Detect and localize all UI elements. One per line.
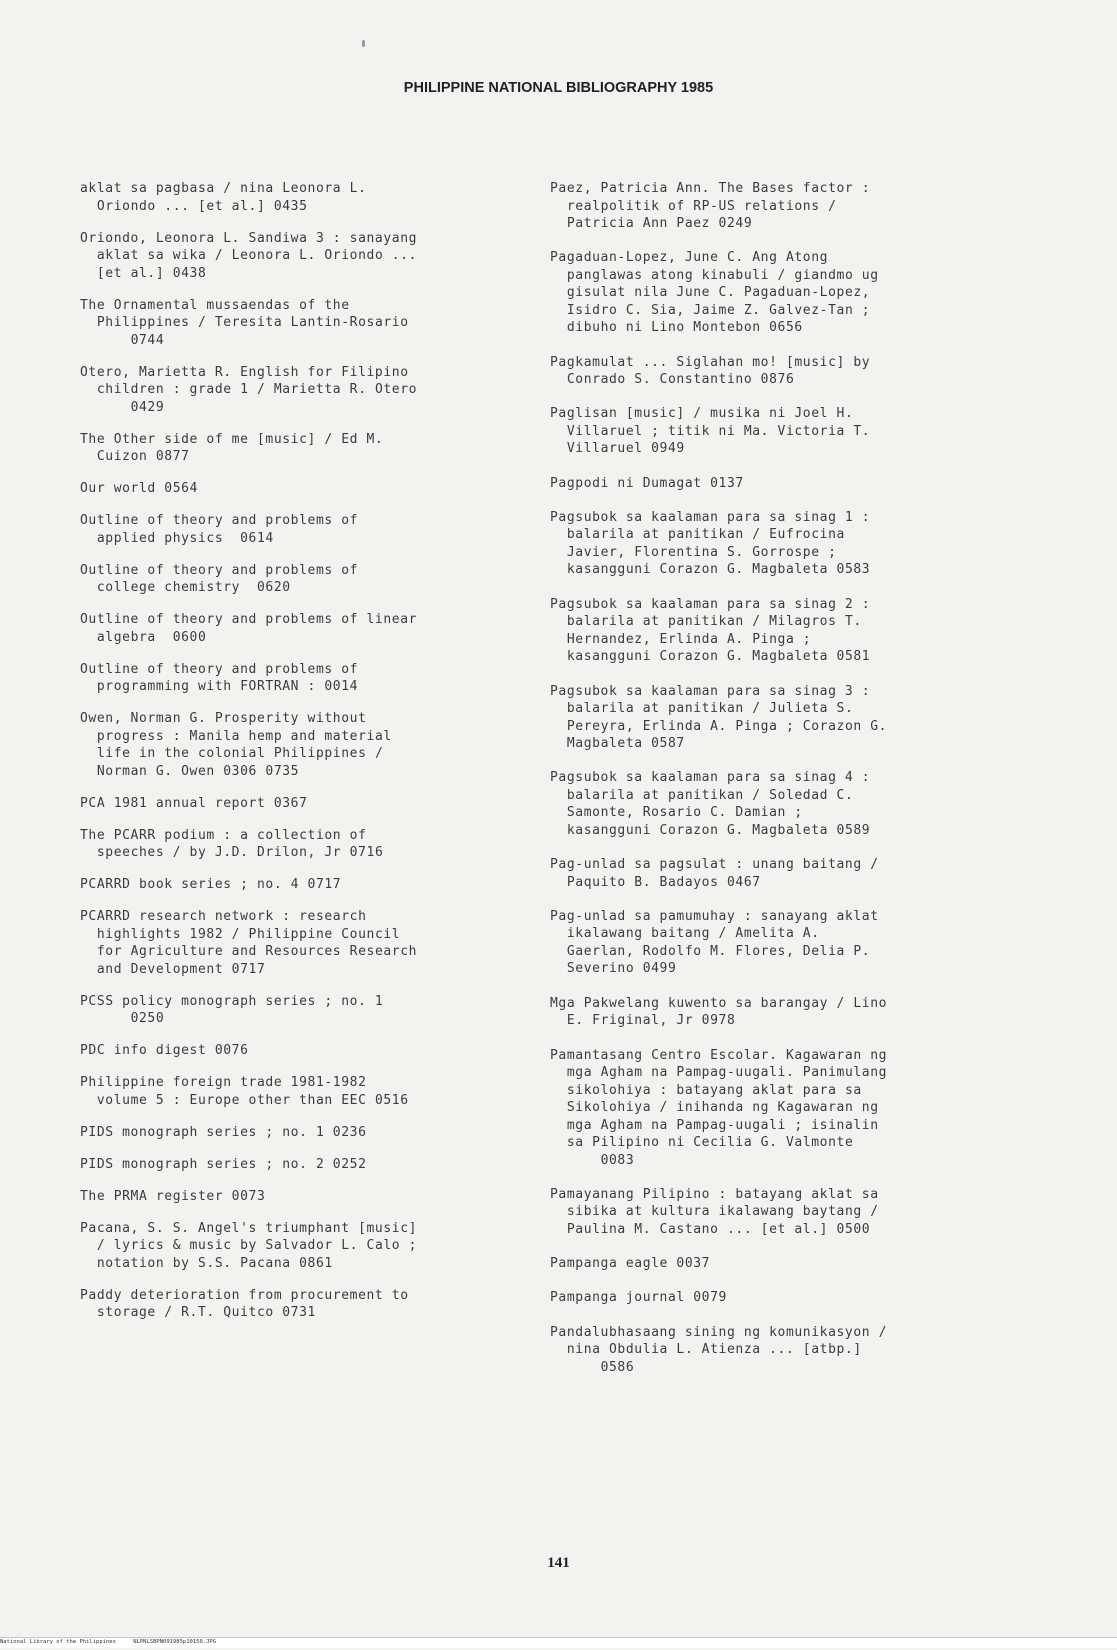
bibliography-entry: Pagsubok sa kaalaman para sa sinag 2 : balarila at panitikan / Milagros T. Hernandez, Erlinda A. Pinga ; kasangguni Corazon G. Magbaleta 0581 xyxy=(550,596,871,665)
bibliography-entry: PDC info digest 0076 xyxy=(80,1043,249,1058)
bibliography-entry: Pacana, S. S. Angel's triumphant [music] / lyrics & music by Salvador L. Calo ; notation by S.S. Pacana 0861 xyxy=(80,1220,418,1271)
bibliography-entry: Paddy deterioration from procurement to storage / R.T. Quitco 0731 xyxy=(80,1287,409,1320)
bibliography-entry: Pagsubok sa kaalaman para sa sinag 3 : balarila at panitikan / Julieta S. Pereyra, Erlinda A. Pinga ; Corazon G. Magbaleta 0587 xyxy=(550,683,888,752)
bibliography-entry: Our world 0564 xyxy=(80,481,198,496)
right-column xyxy=(550,180,1050,1393)
left-column xyxy=(80,180,540,1336)
bibliography-entry: PCSS policy monograph series ; no. 1 0250 xyxy=(80,993,384,1026)
bibliography-entry: PIDS monograph series ; no. 1 0236 xyxy=(80,1124,367,1140)
bibliography-entry: Pag-unlad sa pagsulat : unang baitang / Paquito B. Badayos 0467 xyxy=(550,857,879,890)
bibliography-entry: Pagsubok sa kaalaman para sa sinag 4 : balarila at panitikan / Soledad C. Samonte, Rosario C. Damian ; kasangguni Corazon G. Magbaleta 0589 xyxy=(550,770,871,838)
bibliography-entry: PCARRD research network : research highlights 1982 / Philippine Council for Agriculture and Resources Research and Development 0717 xyxy=(80,909,418,977)
bibliography-entry: Otero, Marietta R. English for Filipino children : grade 1 / Marietta R. Otero 0429 xyxy=(80,364,418,415)
bibliography-entry: Philippine foreign trade 1981-1982 volume 5 : Europe other than EEC 0516 xyxy=(80,1075,409,1108)
bibliography-entry: PIDS monograph series ; no. 2 0252 xyxy=(80,1156,367,1172)
bibliography-entry: Paglisan [music] / musika ni Joel H. Villaruel ; titik ni Ma. Victoria T. Villaruel 0949 xyxy=(550,406,871,457)
bibliography-entry: Pag-unlad sa pamumuhay : sanayang aklat ikalawang baitang / Amelita A. Gaerlan, Rodolfo M. Flores, Delia P. Severino 0499 xyxy=(550,908,879,977)
bibliography-entry: Paez, Patricia Ann. The Bases factor : realpolitik of RP-US relations / Patricia Ann Paez 0249 xyxy=(550,181,871,231)
bibliography-entry: Pagaduan-Lopez, June C. Ang Atong panglawas atong kinabuli / giandmo ug gisulat nila June C. Pagaduan-Lopez, Isidro C. Sia, Jaime Z. Galvez-Tan ; dibuho ni Lino Montebon 0656 xyxy=(550,250,879,336)
bibliography-entry: Pandalubhasaang sining ng komunikasyon / nina Obdulia L. Atienza ... [atbp.] 0586 xyxy=(550,1324,888,1375)
bibliography-entry: aklat sa pagbasa / nina Leonora L. Oriondo ... [et al.] 0435 xyxy=(80,181,367,214)
footer-library: National Library of the Philippines xyxy=(0,1639,116,1645)
bibliography-entry: Pamantasang Centro Escolar. Kagawaran ng mga Agham na Pampag-uugali. Panimulang sikolohiya : batayang aklat para sa Sikolohiya / inihanda ng Kagawaran ng mga Agham na Pampag-uugali ; isinalin sa Pilipino ni Cecilia G. Valmonte 0083 xyxy=(550,1047,888,1168)
page-number: 141 xyxy=(547,1555,570,1571)
bibliography-entry: The PCARR podium : a collection of speeches / by J.D. Drilon, Jr 0716 xyxy=(80,827,384,860)
bibliography-entry: Outline of theory and problems of applied physics 0614 xyxy=(80,513,359,546)
bibliography-entry: The Ornamental mussaendas of the Philippines / Teresita Lantin-Rosario 0744 xyxy=(80,297,409,348)
bibliography-entry: Owen, Norman G. Prosperity without progress : Manila hemp and material life in the colonial Philippines / Norman G. Owen 0306 0735 xyxy=(80,711,392,779)
bibliography-entry: Oriondo, Leonora L. Sandiwa 3 : sanayang aklat sa wika / Leonora L. Oriondo ... [et al.] 0438 xyxy=(80,230,418,281)
bibliography-entry: Pagpodi ni Dumagat 0137 xyxy=(550,475,744,491)
bibliography-entry: Outline of theory and problems of linear algebra 0600 xyxy=(80,612,418,645)
bibliography-entry: Outline of theory and problems of programming with FORTRAN : 0014 xyxy=(80,661,359,694)
page-header: PHILIPPINE NATIONAL BIBLIOGRAPHY 1985 xyxy=(403,80,714,96)
bibliography-entry: The Other side of me [music] / Ed M. Cuizon 0877 xyxy=(80,431,384,464)
scan-footer xyxy=(0,1637,1117,1648)
bibliography-entry: PCA 1981 annual report 0367 xyxy=(80,795,308,811)
bibliography-entry: Outline of theory and problems of college chemistry 0620 xyxy=(80,562,359,595)
bibliography-entry: PCARRD book series ; no. 4 0717 xyxy=(80,877,342,892)
footer-file-id: NLPNLSBPN091985p10150.JPG xyxy=(133,1639,217,1645)
bibliography-entry: Pamayanang Pilipino : batayang aklat sa sibika at kultura ikalawang baytang / Paulina M. Castano ... [et al.] 0500 xyxy=(550,1186,879,1237)
bibliography-entry: Pagsubok sa kaalaman para sa sinag 1 : balarila at panitikan / Eufrocina Javier, Florentina S. Gorrospe ; kasangguni Corazon G. Magbaleta 0583 xyxy=(550,509,871,578)
bibliography-entry: The PRMA register 0073 xyxy=(80,1188,266,1204)
bibliography-entry: Pagkamulat ... Siglahan mo! [music] by Conrado S. Constantino 0876 xyxy=(550,354,871,388)
bibliography-entry: Pampanga journal 0079 xyxy=(550,1290,727,1306)
bibliography-entry: Pampanga eagle 0037 xyxy=(550,1256,711,1272)
bibliography-entry: Mga Pakwelang kuwento sa barangay / Lino E. Friginal, Jr 0978 xyxy=(550,995,888,1029)
scan-speck xyxy=(362,40,365,47)
